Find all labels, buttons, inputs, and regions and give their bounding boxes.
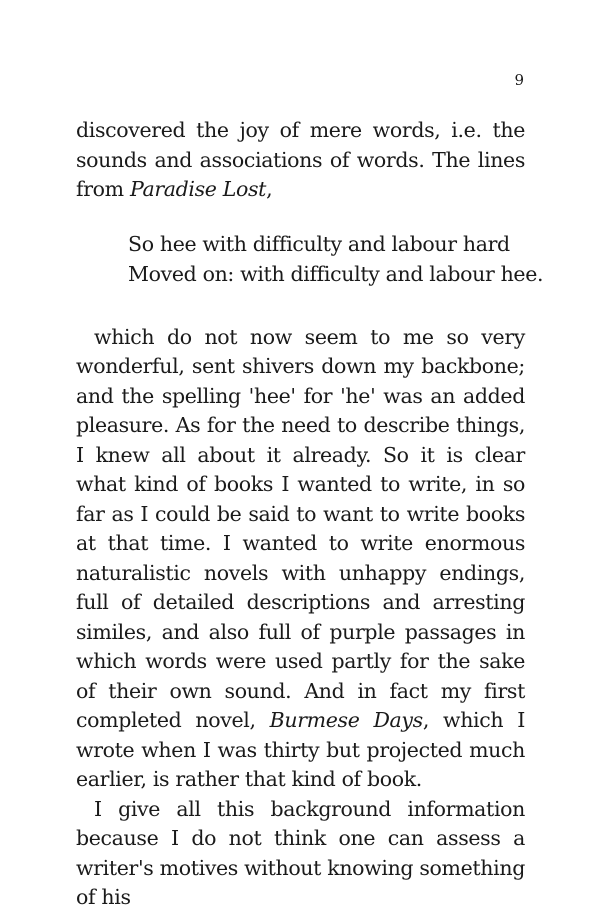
body-text (76, 116, 544, 913)
verse-line-2: Moved on: with difficulty and labour hee. (128, 261, 544, 286)
paragraph-continuation-end: , which I wrote when I was thirty but projected much earlier, is rather that kind of book. (76, 708, 525, 791)
verse-quotation (128, 229, 544, 289)
paragraph-background: I give all this background information because I do not think one can assess a writer's motives without knowing something of his (76, 796, 525, 909)
verse-line-1: So hee with difficulty and labour hard (128, 231, 510, 256)
book-title-paradise-lost: Paradise Lost (129, 177, 267, 201)
paragraph-continuation-text: which do not now seem to me so very wonderful, sent shivers down my backbone; and the spelling 'hee' for 'he' was an added pleasure. As for the need to describe things, I knew all about it already. So it is clear what kind of books I wanted to write, in so far as I could be said to want to write books at that time. I wanted to write enormous naturalistic novels with unhappy endings, full of detailed descriptions and arresting similes, and also full of purple passages in which words were used partly for the sake of their own sound. And in fact my first completed novel, (76, 324, 525, 732)
paragraph-intro-text: discovered the joy of mere words, i.e. the sounds and associations of words. The lines from (76, 118, 525, 201)
page-number: 9 (514, 71, 524, 89)
paragraph-intro-end: , (266, 177, 273, 201)
paragraph-intro (76, 116, 525, 205)
paragraph-continuation (76, 323, 525, 795)
book-title-burmese-days: Burmese Days (269, 708, 423, 732)
